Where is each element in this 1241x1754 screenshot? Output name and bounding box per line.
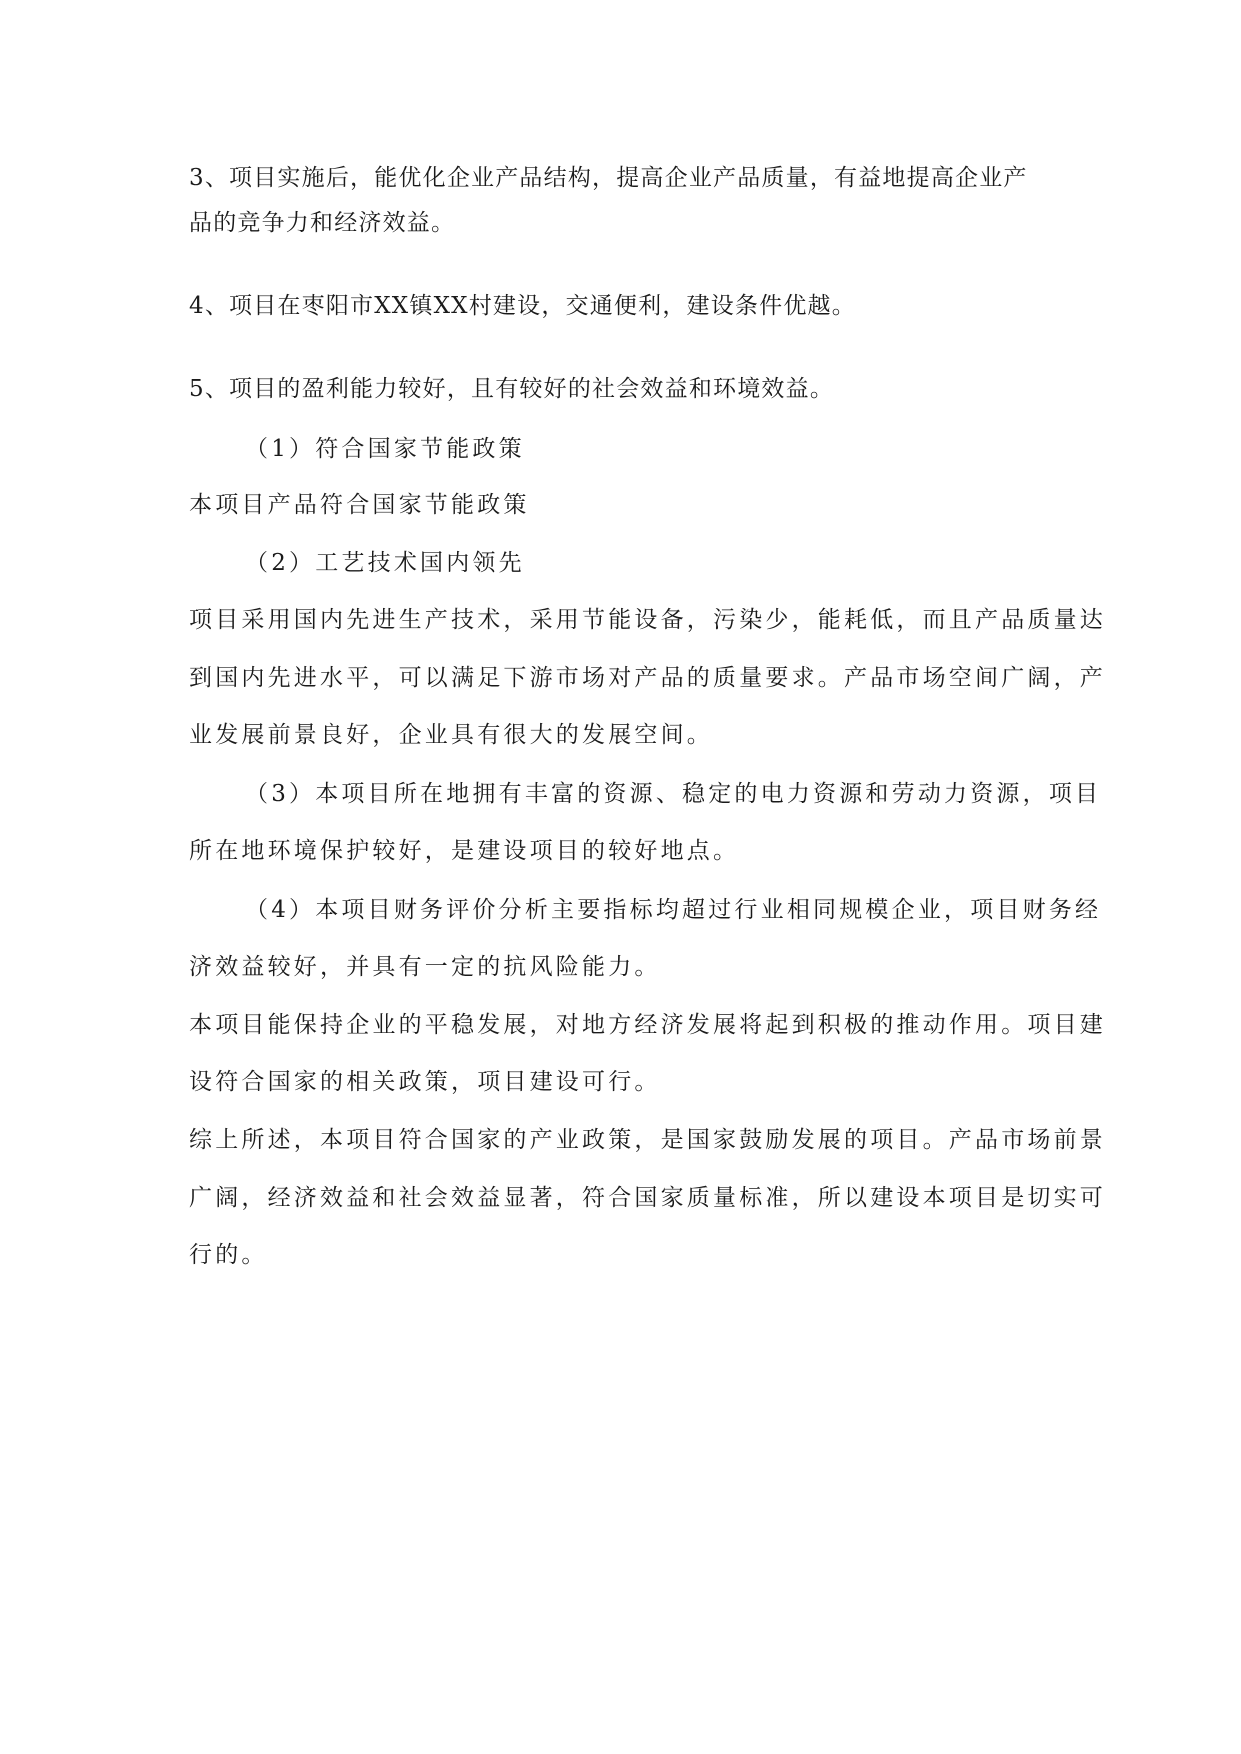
paragraph-3-line-1: 3、项目实施后，能优化企业产品结构，提高企业产品质量，有益地提高企业产 — [189, 165, 1028, 191]
paragraph-resources-line-1: （3）本项目所在地拥有丰富的资源、稳定的电力资源和劳动力资源，项目 — [245, 781, 1102, 807]
paragraph-technology-line-2: 到国内先进水平，可以满足下游市场对产品的质量要求。产品市场空间广阔，产 — [189, 665, 1106, 691]
paragraph-technology-line-1: 项目采用国内先进生产技术，采用节能设备，污染少，能耗低，而且产品质量达 — [189, 607, 1106, 633]
paragraph-energy-policy: 本项目产品符合国家节能政策 — [189, 492, 530, 518]
paragraph-finance-line-1: （4）本项目财务评价分析主要指标均超过行业相同规模企业，项目财务经 — [245, 897, 1102, 923]
paragraph-conclusion-line-2: 广阔，经济效益和社会效益显著，符合国家质量标准，所以建设本项目是切实可 — [189, 1185, 1106, 1211]
paragraph-3-line-2: 品的竞争力和经济效益。 — [189, 210, 456, 236]
paragraph-conclusion-line-1: 综上所述，本项目符合国家的产业政策，是国家鼓励发展的项目。产品市场前景 — [189, 1127, 1106, 1153]
paragraph-conclusion-line-3: 行的。 — [189, 1242, 268, 1268]
paragraph-development-line-2: 设符合国家的相关政策，项目建设可行。 — [189, 1069, 661, 1095]
paragraph-finance-line-2: 济效益较好，并具有一定的抗风险能力。 — [189, 954, 661, 980]
subheading-1: （1）符合国家节能政策 — [245, 436, 525, 462]
paragraph-development-line-1: 本项目能保持企业的平稳发展，对地方经济发展将起到积极的推动作用。项目建 — [189, 1012, 1106, 1038]
paragraph-4: 4、项目在枣阳市XX镇XX村建设，交通便利，建设条件优越。 — [189, 293, 856, 319]
subheading-2: （2）工艺技术国内领先 — [245, 550, 525, 576]
paragraph-5: 5、项目的盈利能力较好，且有较好的社会效益和环境效益。 — [189, 376, 835, 402]
paragraph-technology-line-3: 业发展前景良好，企业具有很大的发展空间。 — [189, 722, 713, 748]
paragraph-resources-line-2: 所在地环境保护较好，是建设项目的较好地点。 — [189, 838, 740, 864]
